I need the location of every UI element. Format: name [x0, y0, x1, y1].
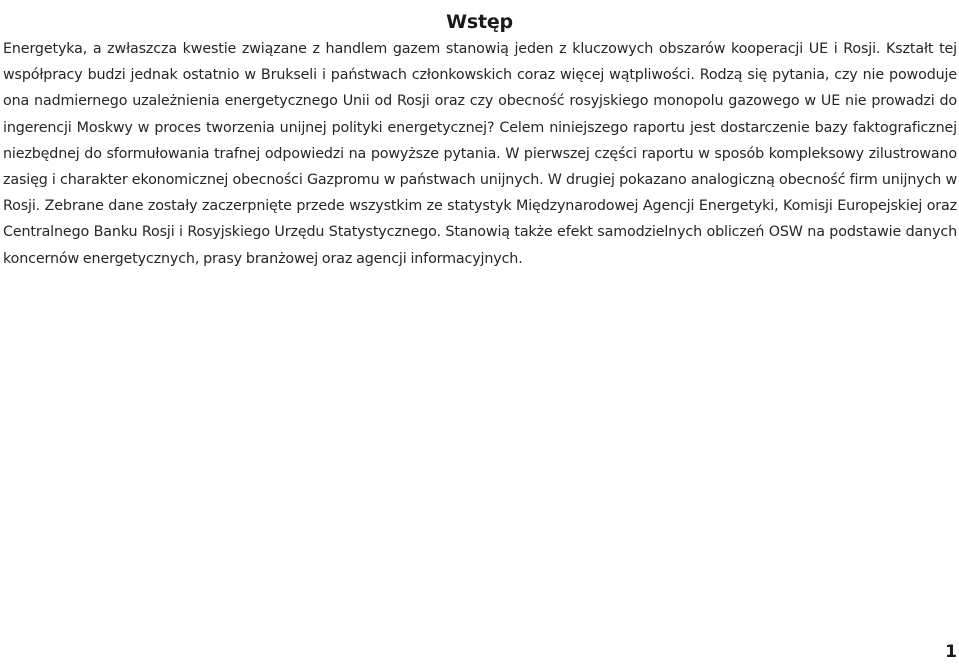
body-paragraph: Energetyka, a zwłaszcza kwestie związane z handlem gazem stanowią jeden z kluczowych obszarów kooperacji UE i Rosji. Kształt tej współpracy budzi jednak ostatnio w Brukseli i państwach członkowskich coraz więcej wątpliwości. Rodzą się pytania, czy nie powoduje ona nadmiernego uzależnienia energetycznego Unii od Rosji oraz czy obecność rosyjskiego monopolu gazowego w UE nie prowadzi do ingerencji Moskwy w proces tworzenia unijnej polityki energetycznej? Celem niniejszego raportu jest dostarczenie bazy faktograficznej niezbędnej do sformułowania trafnej odpowiedzi na powyższe pytania. W pierwszej części raportu w sposób kompleksowy zilustrowano zasięg i charakter ekonomicznej obecności Gazpromu w państwach unijnych. W drugiej pokazano analogiczną obecność firm unijnych w Rosji. Zebrane dane zostały zaczerpnięte przede wszystkim ze statystyk Międzynarodowej Agencji Energetyki, Komisji Europejskiej oraz Centralnego Banku Rosji i Rosyjskiego Urzędu Statystycznego. Stanowią także efekt samodzielnych obliczeń OSW na podstawie danych koncernów energetycznych, prasy branżowej oraz agencji informacyjnych.: [3, 41, 957, 267]
page-title: Wstęp: [446, 10, 513, 33]
page-number: 1: [945, 642, 957, 662]
